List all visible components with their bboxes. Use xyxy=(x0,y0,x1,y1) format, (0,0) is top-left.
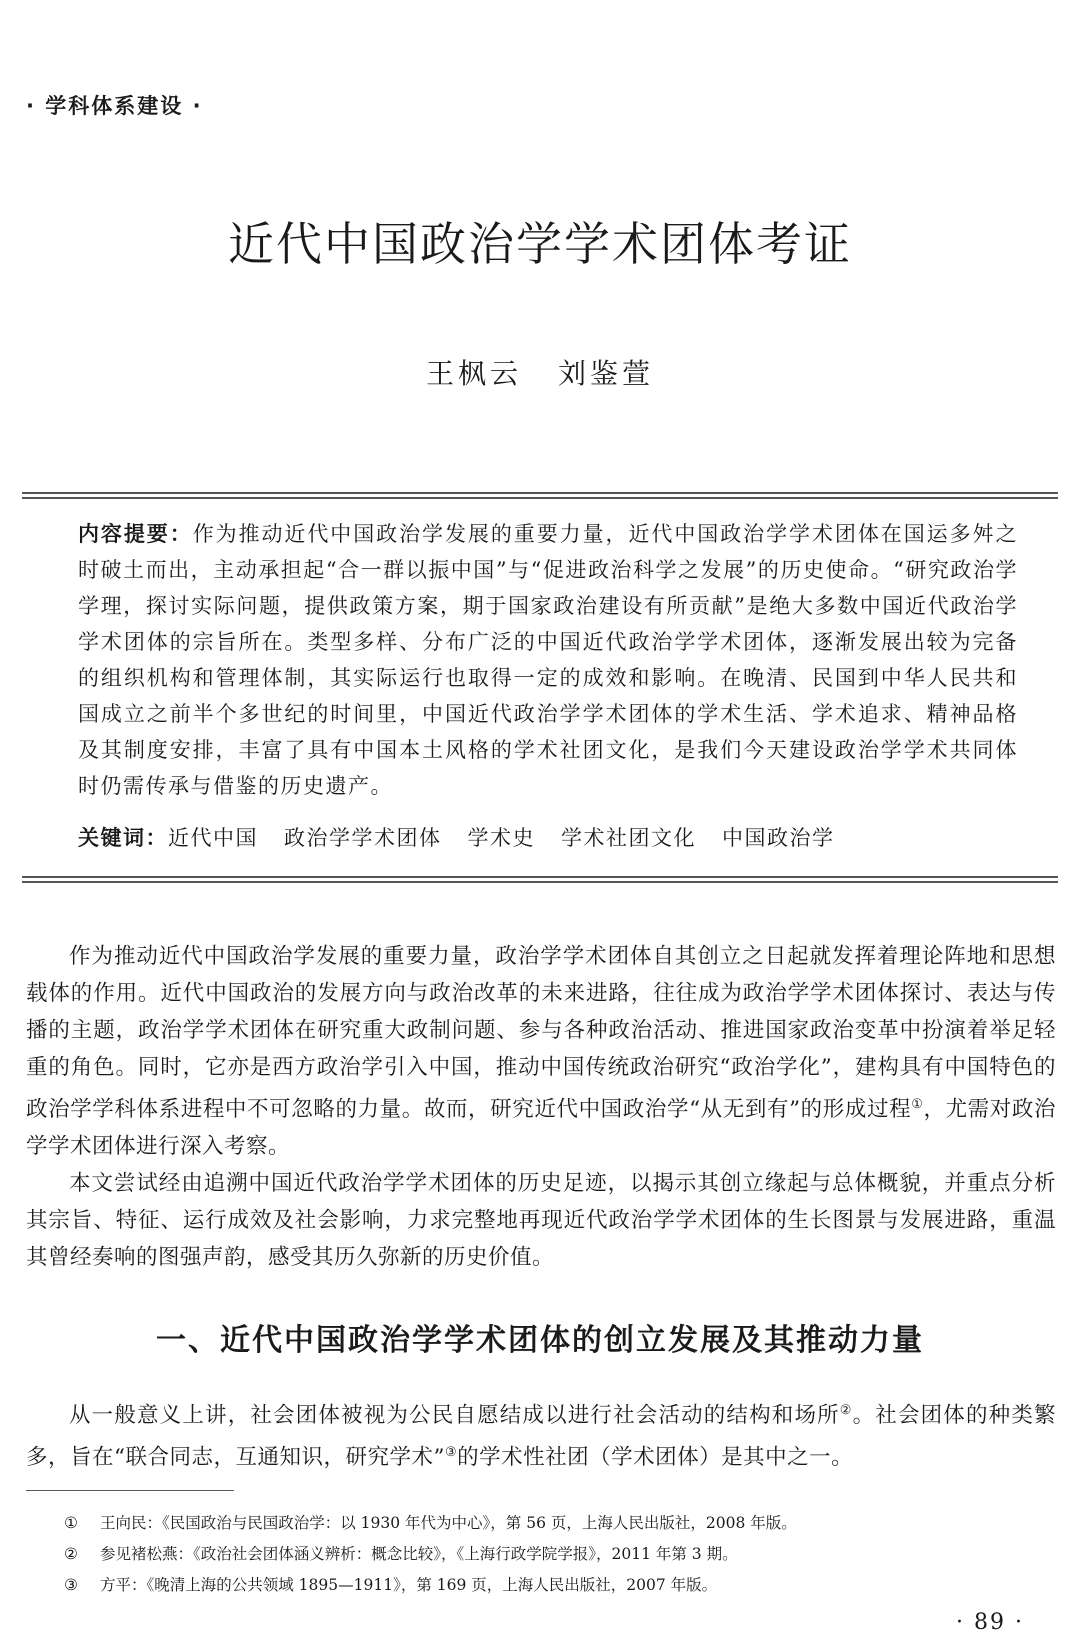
keyword: 近代中国 xyxy=(168,826,258,850)
paragraph-text: 。社会团体的种类繁多，旨在“联合同志，互通知识，研究学术” xyxy=(26,1403,1056,1471)
footnote-number: ① xyxy=(64,1514,78,1532)
section-body xyxy=(26,1392,1056,1476)
authors xyxy=(0,352,1080,392)
article-title: 近代中国政治学学术团体考证 xyxy=(228,217,852,271)
keyword: 中国政治学 xyxy=(722,826,835,850)
footnote xyxy=(64,1570,1024,1601)
keywords-label: 关键词： xyxy=(78,826,168,850)
abstract-bottom-rule xyxy=(22,876,1058,883)
paragraph: 本文尝试经由追溯中国近代政治学学术团体的历史足迹，以揭示其创立缘起与总体概貌，并重点分析其宗旨、特征、运行成效及社会影响，力求完整地再现近代政治学学术团体的生长图景与发展进路，重温其曾经奏响的图强声韵，感受其历久弥新的历史价值。 xyxy=(26,1171,1056,1271)
section-heading: 一、近代中国政治学学术团体的创立发展及其推动力量 xyxy=(156,1323,924,1358)
abstract-label: 内容提要： xyxy=(78,522,193,546)
footnote-rule xyxy=(26,1490,234,1491)
abstract-top-rule xyxy=(22,492,1058,499)
keyword: 学术史 xyxy=(467,826,535,850)
abstract xyxy=(78,516,1018,804)
abstract-text: 作为推动近代中国政治学发展的重要力量，近代中国政治学学术团体在国运多舛之时破土而出，主动承担起“合一群以振中国”与“促进政治科学之发展”的历史使命。“研究政治学学理，探讨实际问题，提供政策方案，期于国家政治建设有所贡献”是绝大多数中国近代政治学学术团体的宗旨所在。类型多样、分布广泛的中国近代政治学学术团体，逐渐发展出较为完备的组织机构和管理体制，其实际运行也取得一定的成效和影响。在晚清、民国到中华人民共和国成立之前半个多世纪的时间里，中国近代政治学学术团体的学术生活、学术追求、精神品格及其制度安排，丰富了具有中国本土风格的学术社团文化，是我们今天建设政治学学术共同体时仍需传承与借鉴的历史遗产。 xyxy=(78,522,1018,798)
footnote-ref: ② xyxy=(839,1403,853,1418)
footnote-text: 参见褚松燕：《政治社会团体涵义辨析：概念比较》，《上海行政学院学报》，2011 年第 3 期。 xyxy=(100,1545,738,1563)
footnote-text: 王向民：《民国政治与民国政治学：以 1930 年代为中心》，第 56 页，上海人民出版社，2008 年版。 xyxy=(100,1514,797,1532)
paragraph xyxy=(26,1392,1056,1476)
footnotes xyxy=(64,1508,1024,1601)
paragraph xyxy=(26,938,1056,1165)
footnote-ref: ③ xyxy=(445,1445,458,1461)
paragraph-text: 作为推动近代中国政治学发展的重要力量，政治学学术团体自其创立之日起就发挥着理论阵地和思想载体的作用。近代中国政治的发展方向与政治改革的未来进路，往往成为政治学学术团体探讨、表达与传播的主题，政治学学术团体在研究重大政制问题、参与各种政治活动、推进国家政治变革中扮演着举足轻重的角色。同时，它亦是西方政治学引入中国，推动中国传统政治研究“政治学化”，建构具有中国特色的政治学学科体系进程中不可忽略的力量。故而，研究近代中国政治学“从无到有”的形成过程 xyxy=(26,944,1056,1123)
footnote-number: ③ xyxy=(64,1576,78,1594)
keyword: 学术社团文化 xyxy=(561,826,696,850)
author-name: 王枫云 xyxy=(425,357,522,390)
footnote xyxy=(64,1508,1024,1539)
paragraph-text: 从一般意义上讲，社会团体被视为公民自愿结成以进行社会活动的结构和场所 xyxy=(69,1403,840,1429)
footnote-text: 方平：《晚清上海的公共领域 1895—1911》，第 169 页，上海人民出版社，2007 年版。 xyxy=(100,1576,718,1594)
footnote xyxy=(64,1539,1024,1570)
paragraph-text: 的学术性社团（学术团体）是其中之一。 xyxy=(457,1445,854,1471)
author-name: 刘鉴萱 xyxy=(558,357,655,390)
keyword: 政治学学术团体 xyxy=(284,826,442,850)
footnote-number: ② xyxy=(64,1545,78,1563)
keywords xyxy=(78,822,1018,852)
section-tag: · 学科体系建设 · xyxy=(26,94,203,118)
footnote-ref: ① xyxy=(911,1097,924,1112)
intro-body xyxy=(26,938,1056,1276)
paragraph-text: ，尤需对政治学学术团体进行深入考察。 xyxy=(26,1097,1056,1160)
page-number: · 89 · xyxy=(956,1610,1024,1635)
